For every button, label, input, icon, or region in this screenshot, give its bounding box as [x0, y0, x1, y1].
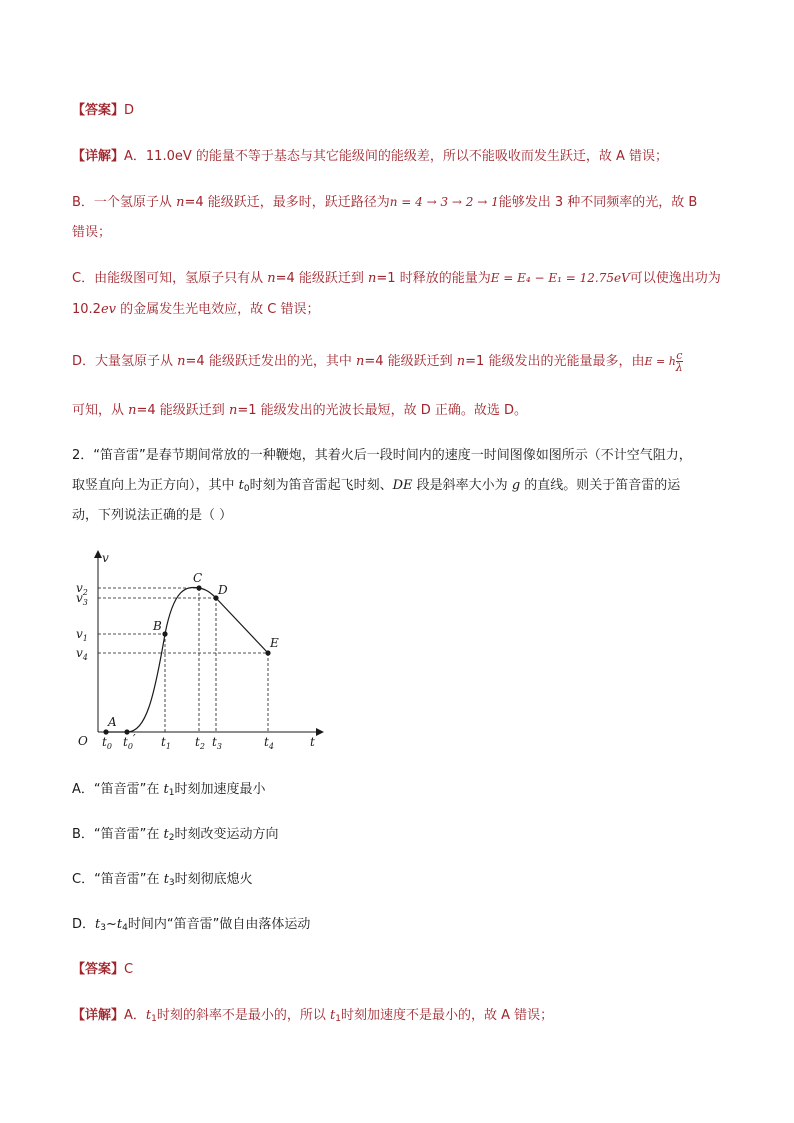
question-2-line-3	[72, 506, 732, 526]
curve-points	[103, 585, 270, 734]
var-n: n	[177, 354, 186, 369]
text: 时刻加速度不是最小的，故 A 错误；	[341, 1008, 554, 1023]
var-n: n	[368, 271, 377, 286]
text: C．“笛音雷”在	[72, 872, 164, 887]
point-label-c: C	[193, 571, 203, 585]
var-t: t	[145, 1008, 152, 1023]
text: D．	[72, 917, 96, 932]
velocity-time-graph	[68, 548, 338, 758]
question-2-line-2	[72, 476, 732, 499]
point-e	[265, 650, 270, 655]
text: =1 能级发出的光能量最多，由	[465, 354, 645, 369]
text: 动，下列说法正确的是（ ）	[72, 508, 233, 523]
x-tick-label: $t_0'$	[123, 732, 136, 751]
text: A．	[124, 1008, 146, 1023]
detail-line-c2	[72, 300, 732, 320]
x-tick-label: $t_3$	[212, 735, 222, 751]
velocity-curve	[106, 588, 268, 732]
text: C．由能级图可知，氢原子只有从	[72, 271, 268, 286]
y-tick-labels	[76, 581, 88, 662]
subscript: 2	[168, 833, 175, 843]
subscript: 1	[335, 1014, 341, 1024]
y-tick-label: $v_4$	[76, 646, 88, 662]
origin-label: O	[78, 734, 88, 748]
subscript: 3	[168, 878, 175, 888]
x-tick-labels	[102, 732, 274, 751]
answer-label: 【答案】	[72, 103, 125, 118]
option-a[interactable]	[72, 780, 732, 803]
detail-line-b2	[72, 223, 732, 243]
x-tick-label: $t_4$	[264, 735, 274, 751]
text: 10.2	[72, 302, 101, 317]
y-tick-label: $v_2$	[76, 581, 88, 597]
text: =4 能级跃迁，最多时，跃迁路径为	[184, 195, 390, 210]
text: 能够发出 3 种不同频率的光，故 B	[498, 195, 698, 210]
text: 时刻的斜率不是最小的，所以	[156, 1008, 331, 1023]
detail-line-c	[72, 268, 732, 289]
detail-line-q2-a	[72, 1006, 732, 1029]
detail-line-e	[72, 401, 732, 421]
energy-formula: E = E₄ − E₁ = 12.75eV	[490, 271, 630, 285]
question-2-line-1	[72, 446, 732, 466]
detail-line-a	[72, 147, 732, 167]
subscript: 1	[168, 788, 175, 798]
point-t0-prime	[124, 729, 129, 734]
subscript: 0	[243, 484, 250, 494]
text: 时间内“笛音雷”做自由落体运动	[127, 917, 311, 932]
text: 的直线。则关于笛音雷的运	[520, 478, 681, 493]
var-t: t	[163, 782, 169, 797]
fraction-denominator: λ	[675, 361, 683, 374]
point-label-b: B	[153, 619, 162, 633]
detail-line-d	[72, 350, 732, 373]
var-t: t	[163, 827, 169, 842]
transition-path: n = 4 → 3 → 2 → 1	[389, 195, 499, 209]
text: 的金属发生光电效应，故 C 错误；	[116, 302, 320, 317]
tilde: ~	[105, 917, 117, 932]
text: =4 能级跃迁发出的光，其中	[185, 354, 356, 369]
var-n: n	[267, 271, 276, 286]
text: 段是斜率大小为	[412, 478, 512, 493]
detail-a-text: A．11.0eV 的能量不等于基态与其它能级间的能级差，所以不能吸收而发生跃迁，故 A 错误；	[124, 149, 669, 164]
segment-de: DE	[392, 478, 413, 493]
text: 错误；	[72, 225, 112, 240]
point-a	[103, 729, 108, 734]
x-tick-label: $t_1$	[161, 735, 171, 751]
subscript: 1	[151, 1014, 157, 1024]
detail-label: 【详解】	[72, 149, 125, 164]
option-b[interactable]	[72, 825, 732, 848]
text: =4 能级跃迁到	[136, 403, 229, 418]
var-n: n	[456, 354, 466, 369]
var-t: t	[163, 872, 169, 887]
detail-label: 【详解】	[72, 1008, 125, 1023]
text: B．“笛音雷”在	[72, 827, 164, 842]
point-label-d: D	[218, 583, 228, 597]
text: =1 能级发出的光波长最短，故 D 正确。故选 D。	[237, 403, 528, 418]
text: A．“笛音雷”在	[72, 782, 164, 797]
var-n: n	[228, 403, 238, 418]
var-n: n	[176, 195, 185, 210]
x-tick-label: $t_2$	[195, 735, 205, 751]
option-d[interactable]	[72, 915, 732, 938]
answer-label: 【答案】	[72, 962, 125, 977]
text: 可知，从	[72, 403, 129, 418]
option-c[interactable]	[72, 870, 732, 893]
subscript: 3	[100, 923, 106, 933]
point-b	[162, 631, 167, 636]
unit-ev: ev	[100, 302, 116, 317]
text: 时刻改变运动方向	[174, 827, 279, 842]
var-n: n	[128, 403, 137, 418]
text: 可以使逸出功为	[629, 271, 721, 286]
text: 时刻加速度最小	[174, 782, 266, 797]
fraction-numerator: c	[676, 349, 683, 362]
formula-lhs: E = h	[644, 355, 676, 368]
text: 时刻彻底熄火	[174, 872, 253, 887]
point-label-e: E	[270, 636, 279, 650]
var-n: n	[355, 354, 365, 369]
x-axis-label: t	[310, 735, 315, 749]
formula-fraction	[676, 350, 683, 373]
y-tick-label: $v_1$	[76, 627, 88, 643]
text: =4 能级跃迁到	[275, 271, 369, 286]
y-axis-label: v	[102, 551, 109, 565]
answer-line-2	[72, 960, 732, 980]
x-tick-label: $t_0$	[102, 735, 112, 751]
var-t: t	[330, 1008, 336, 1023]
text: 取竖直向上为正方向），其中	[72, 478, 239, 493]
var-t: t	[95, 917, 101, 932]
point-label-a: A	[108, 715, 117, 729]
text: D．大量氢原子从	[72, 354, 178, 369]
var-t: t	[238, 478, 244, 493]
var-g: g	[511, 478, 521, 493]
answer-line-1	[72, 101, 732, 121]
var-t: t	[116, 917, 123, 932]
text: =4 能级跃迁到	[364, 354, 457, 369]
text: 2．“笛音雷”是春节期间常放的一种鞭炮，其着火后一段时间内的速度一时间图像如图所示（不计空气阻力，	[72, 448, 692, 463]
y-tick-label: $v_3$	[76, 591, 88, 607]
answer-value: C	[124, 962, 134, 977]
detail-line-b	[72, 192, 732, 213]
guide-lines	[98, 588, 268, 732]
subscript: 4	[122, 923, 128, 933]
text: 时刻为笛音雷起飞时刻、	[249, 478, 393, 493]
answer-value: D	[124, 103, 135, 118]
text: =1 时释放的能量为	[376, 271, 491, 286]
point-c	[196, 585, 201, 590]
point-labels	[107, 571, 279, 729]
text: B．一个氢原子从	[72, 195, 177, 210]
